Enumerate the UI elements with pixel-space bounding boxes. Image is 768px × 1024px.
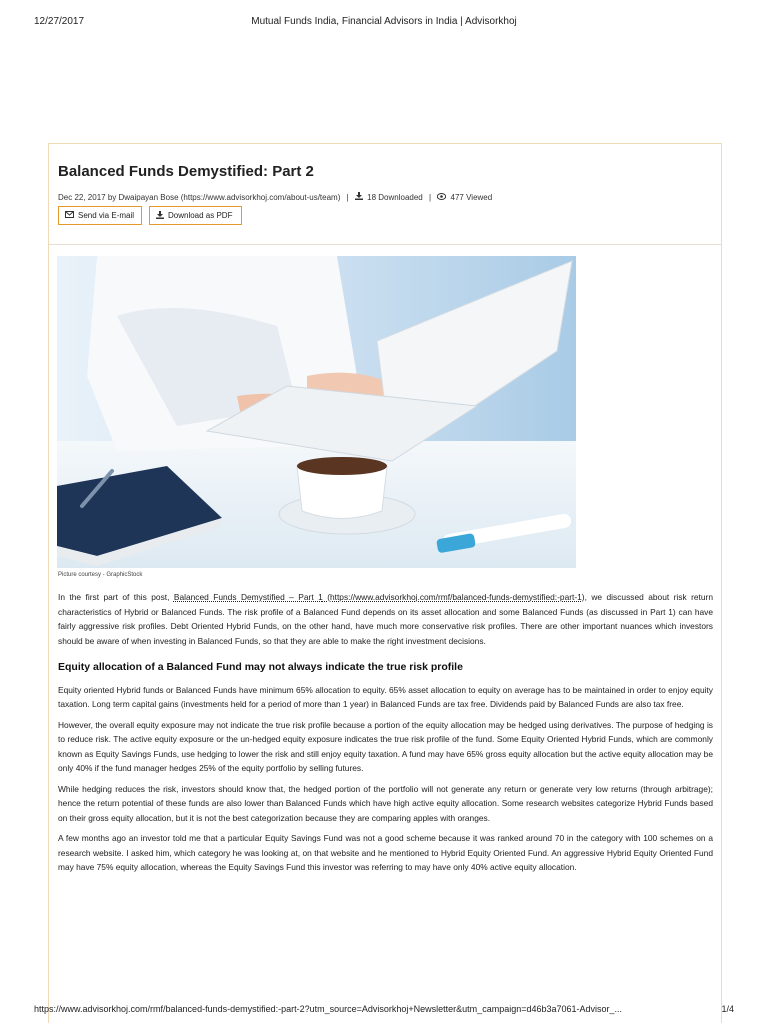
article-photo — [57, 256, 576, 568]
article-title: Balanced Funds Demystified: Part 2 — [58, 163, 314, 180]
paragraph: A few months ago an investor told me that a particular Equity Savings Fund was not a good scheme because it was ranked around 70 in the category with 100 schemes on a research website. I asked him, which category he was looking at, on that website and he mentioned to Hybrid Equity Oriented Fund. An aggressive Hybrid Equity Oriented Fund may have 75% equity allocation, whereas the Equity Savings Fund this investor was referring to may have only 40% active equity allocation. — [58, 833, 713, 872]
part-1-link[interactable] — [174, 592, 585, 602]
article-body — [58, 590, 713, 881]
print-page-title: Mutual Funds India, Financial Advisors in India | Advisorkhoj — [251, 16, 517, 27]
eye-icon — [437, 193, 446, 202]
article-header — [49, 144, 721, 245]
paragraph — [58, 590, 713, 648]
article-meta — [58, 192, 492, 202]
paragraph-text: In the first part of this post, — [58, 592, 174, 602]
link-url: (https://www.advisorkhoj.com/rmf/balanced-funds-demystified:-part-1) — [322, 592, 585, 602]
download-icon — [355, 192, 363, 202]
print-header — [34, 16, 734, 30]
download-pdf-button[interactable] — [149, 206, 242, 225]
paragraph: Equity oriented Hybrid funds or Balanced Funds have minimum 65% allocation to equity. 65% asset allocation to equity on average has to be maintained in order to enjoy equity taxation. Long term capital gains (investments held for a period of more than 1 year) in Balanced Funds are tax free. Dividends paid by Balanced Funds are also tax free. — [58, 684, 713, 709]
footer-url: https://www.advisorkhoj.com/rmf/balanced-funds-demystified:-part-2?utm_source=Advisorkhoj+Newsletter&utm_campaign=d46b3a7061-Advisor_... — [34, 1004, 623, 1014]
meta-downloads: 18 Downloaded — [367, 193, 423, 202]
print-date: 12/27/2017 — [34, 16, 85, 27]
send-email-button[interactable] — [58, 206, 142, 225]
send-email-label: Send via E-mail — [78, 211, 135, 220]
meta-views: 477 Viewed — [450, 193, 493, 202]
paragraph: However, the overall equity exposure may not indicate the true risk profile because a portion of the equity allocation may be hedged using derivatives. The purpose of hedging is to reduce risk. The active equity exposure or the un-hedged equity exposure indicates the true risk profile of the fund. Some Equity Oriented Hybrid Funds, which are commonly known as Equity Savings Funds, use hedging to lower the risk and still enjoy equity taxation. A fund may have 65% gross equity allocation but the active equity allocation may be only 40% if the fund manager hedges 25% of the equity portfolio by selling futures. — [58, 719, 713, 773]
meta-separator: | — [428, 193, 432, 202]
photo-caption: Picture courtesy - GraphicStock — [58, 572, 143, 578]
meta-separator: | — [346, 193, 349, 202]
link-text: Balanced Funds Demystified – Part 1 — [173, 592, 323, 602]
download-pdf-label: Download as PDF — [168, 211, 233, 220]
meta-date-author: Dec 22, 2017 by Dwaipayan Bose (https://www.advisorkhoj.com/about-us/team) — [58, 193, 341, 202]
paragraph-text: , we discussed about risk return characteristics of Hybrid or Balanced Funds. The risk profile of a Balanced Fund depends on its asset allocation and some Balanced Funds (as discussed in Part 1) can have fairly aggressive risk profiles. Debt Oriented Hybrid Funds, on the other hand, have much more conservative risk profiles. There are other important nuances which investors should be aware of when investing in Balanced Funds, so that they are able to make the right investment decisions. — [58, 592, 713, 646]
page-number: 1/4 — [721, 1004, 734, 1014]
envelope-icon — [65, 211, 74, 220]
article-card — [48, 143, 722, 1023]
print-footer — [34, 1004, 734, 1018]
paragraph: While hedging reduces the risk, investors should know that, the hedged portion of the portfolio will not generate any return or generate very low returns (through arbitrage); hence the return potential of these funds are also lower than Balanced Funds which have high active equity allocation. Some research websites categorize Hybrid Funds based on their gross equity allocation, but it is not the best categorization because they are comparing apples with oranges. — [58, 783, 713, 823]
section-heading: Equity allocation of a Balanced Fund may not always indicate the true risk profile — [58, 661, 463, 673]
download-icon — [156, 211, 164, 221]
